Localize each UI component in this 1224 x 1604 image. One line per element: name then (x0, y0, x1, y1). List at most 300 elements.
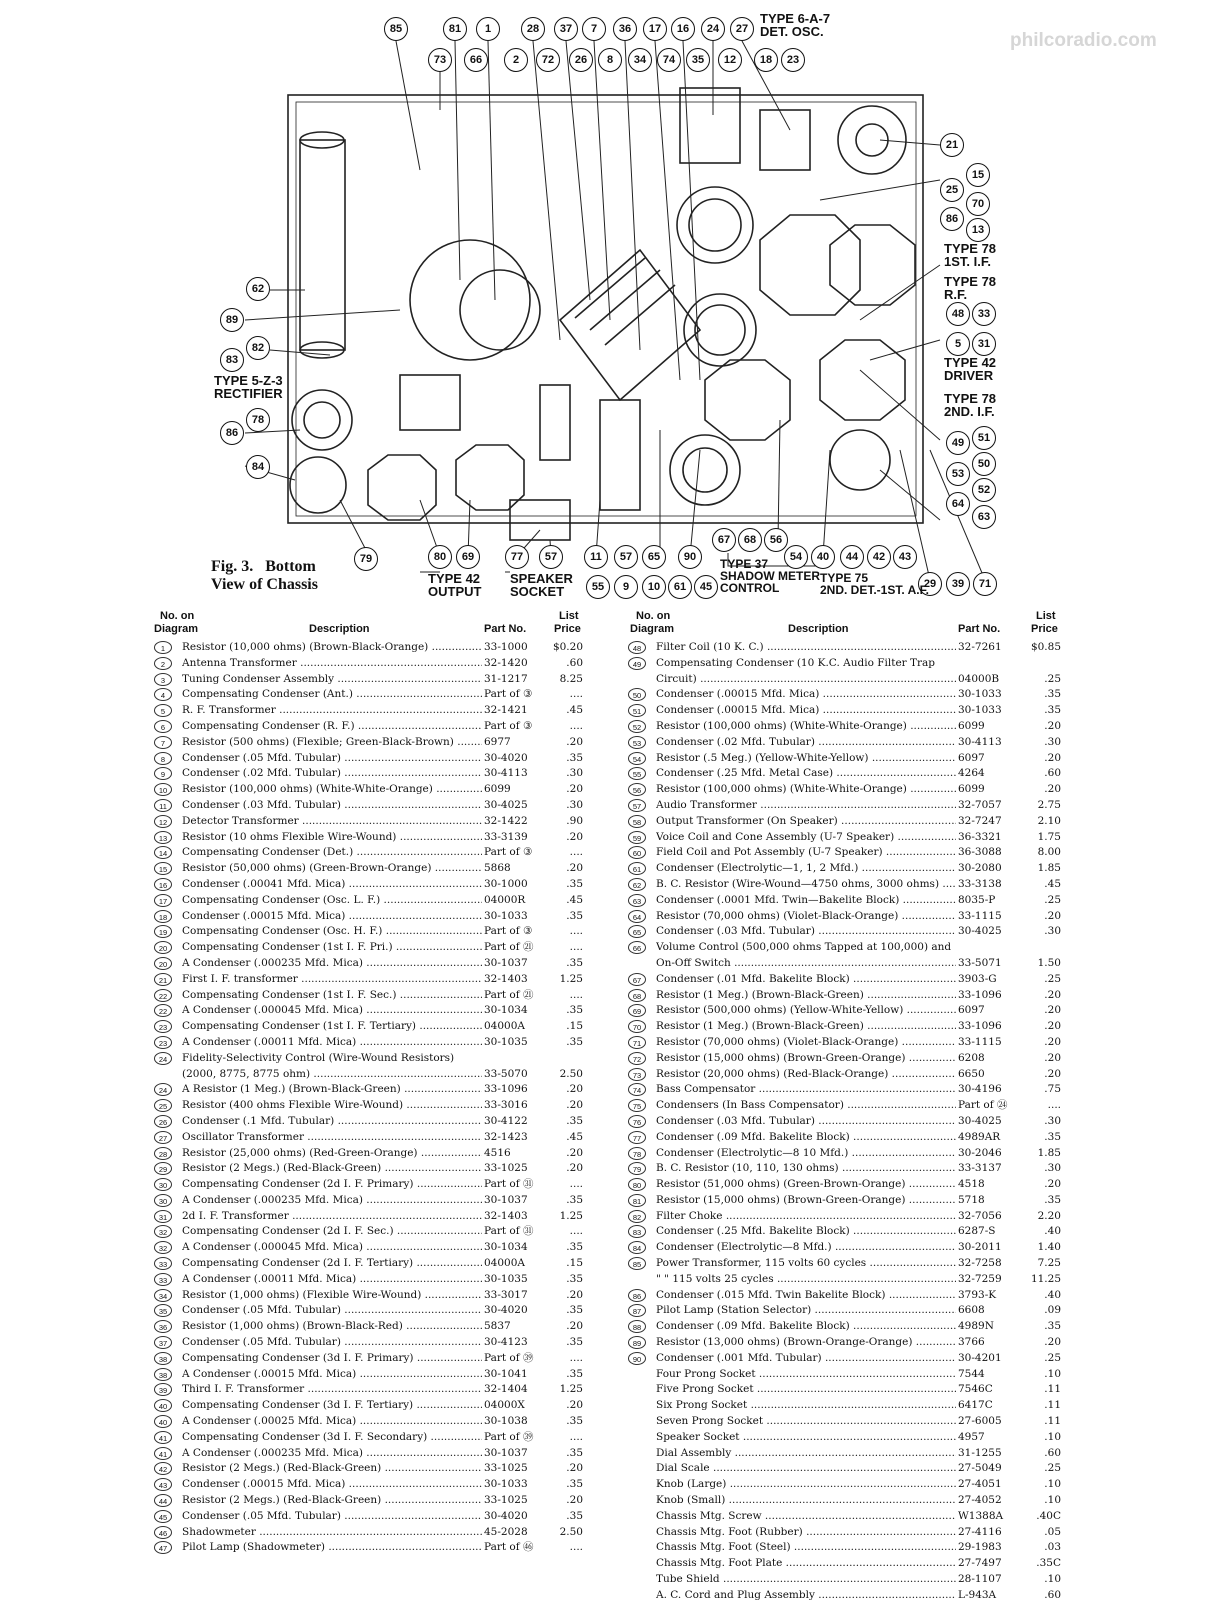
part-number: 27-7497 (958, 1557, 1002, 1570)
diagram-number: 28 (154, 1147, 172, 1160)
table-row (628, 1256, 1062, 1272)
part-number: 32-7259 (958, 1272, 1002, 1285)
diagram-number (628, 1510, 646, 1523)
part-number: Part of ㉑ (484, 988, 534, 1001)
diagram-number: 9 (154, 767, 172, 780)
diagram-number (628, 1368, 646, 1381)
list-price: .15 (566, 1257, 583, 1270)
diagram-number: 15 (154, 862, 172, 875)
part-number: 36-3088 (958, 846, 1002, 859)
callout-68: 68 (738, 528, 762, 552)
part-description: Chassis Mtg. Foot Plate ..... (656, 1556, 956, 1572)
list-price: .35 (566, 1193, 583, 1206)
callout-9: 9 (614, 575, 638, 599)
part-description: Condenser (.015 Mfd. Twin Bakelite Block) ..... (656, 1288, 956, 1304)
callout-52: 52 (972, 478, 996, 502)
table-row (154, 1019, 584, 1035)
part-description: Field Coil and Pot Assembly (U-7 Speaker) ..... (656, 845, 956, 861)
part-number: 30-2046 (958, 1146, 1002, 1159)
diagram-number: 68 (628, 989, 646, 1002)
table-row (628, 1525, 1062, 1541)
part-number: 32-1422 (484, 814, 528, 827)
diagram-number: 3 (154, 673, 172, 686)
list-price: .35 (566, 1035, 583, 1048)
table-row (628, 1540, 1062, 1556)
table-row (628, 1414, 1062, 1430)
callout-73: 73 (428, 48, 452, 72)
part-number: 30-4025 (958, 925, 1002, 938)
table-row (154, 1035, 584, 1051)
table-row (628, 687, 1062, 703)
watermark: philcoradio.com (1010, 30, 1157, 51)
diagram-number: 38 (154, 1352, 172, 1365)
diagram-number (628, 1541, 646, 1554)
part-number: 28-1107 (958, 1573, 1002, 1586)
part-description: Compensating Condenser (2d I. F. Sec.) ..... (182, 1224, 482, 1240)
part-number: 30-1037 (484, 1193, 528, 1206)
table-row (154, 719, 584, 735)
part-number: 30-4196 (958, 1083, 1002, 1096)
list-price: 1.85 (1037, 862, 1061, 875)
part-number: 30-4113 (958, 735, 1002, 748)
diagram-number: 34 (154, 1289, 172, 1302)
part-number: 6097 (958, 1004, 985, 1017)
list-price: .... (569, 1351, 583, 1364)
part-number: Part of ③ (484, 846, 533, 859)
label-type-78-rf: TYPE 78 R.F. (944, 274, 997, 302)
callout-34: 34 (628, 48, 652, 72)
diagram-number: 49 (628, 657, 646, 670)
table-row (628, 1224, 1062, 1240)
table-row (628, 877, 1062, 893)
list-price: .... (569, 1430, 583, 1443)
part-number: 6097 (958, 751, 985, 764)
part-description: Condenser (.001 Mfd. Tubular) ..... (656, 1351, 956, 1367)
callout-61: 61 (668, 575, 692, 599)
part-description: Resistor (1 Meg.) (Brown-Black-Green) ..... (656, 1019, 956, 1035)
diagram-number: 43 (154, 1478, 172, 1491)
diagram-number: 82 (628, 1210, 646, 1223)
part-number: 6977 (484, 735, 511, 748)
list-price: .45 (566, 1130, 583, 1143)
diagram-number: 81 (628, 1194, 646, 1207)
table-row (154, 972, 584, 988)
part-number: 33-1025 (484, 1462, 528, 1475)
diagram-number: 54 (628, 752, 646, 765)
callout-1: 1 (476, 17, 500, 41)
part-number: 4989AR (958, 1130, 1001, 1143)
diagram-number: 50 (628, 688, 646, 701)
table-row (628, 1335, 1062, 1351)
list-price: .25 (1044, 893, 1061, 906)
list-price: .20 (1044, 1067, 1061, 1080)
diagram-number: 78 (628, 1147, 646, 1160)
table-row (628, 893, 1062, 909)
callout-90: 90 (678, 545, 702, 569)
part-description: Voice Coil and Cone Assembly (U-7 Speaker) ..... (656, 830, 956, 846)
table-row (628, 1035, 1062, 1051)
diagram-number: 42 (154, 1462, 172, 1475)
callout-16: 16 (671, 17, 695, 41)
list-price: .... (569, 846, 583, 859)
part-number: 30-4025 (958, 1114, 1002, 1127)
callout-50: 50 (972, 452, 996, 476)
part-description: Condenser (Electrolytic—8 Mfd.) ..... (656, 1240, 956, 1256)
part-description: Compensating Condenser (Ant.) ..... (182, 687, 482, 703)
table-row (628, 640, 1062, 656)
list-price: .40 (1044, 1225, 1061, 1238)
part-number: 27-6005 (958, 1415, 1002, 1428)
table-row (154, 1319, 584, 1335)
part-number: 33-3017 (484, 1288, 528, 1301)
table-row (628, 845, 1062, 861)
table-row (628, 1019, 1062, 1035)
list-price: .... (569, 688, 583, 701)
list-price: .40 (1044, 1288, 1061, 1301)
part-number: 27-4116 (958, 1525, 1002, 1538)
list-price: .10 (1044, 1478, 1061, 1491)
callout-18: 18 (754, 48, 778, 72)
table-row (154, 1240, 584, 1256)
callout-37: 37 (554, 17, 578, 41)
part-description: A Condenser (.00011 Mfd. Mica) ..... (182, 1272, 482, 1288)
part-number: 30-1033 (484, 909, 528, 922)
callout-84: 84 (246, 455, 270, 479)
diagram-number: 77 (628, 1131, 646, 1144)
callout-2: 2 (504, 48, 528, 72)
part-description: Compensating Condenser (1st I. F. Tertiary) ..... (182, 1019, 482, 1035)
part-description: Pilot Lamp (Shadowmeter) ..... (182, 1540, 482, 1556)
part-description: Resistor (10,000 ohms) (Brown-Black-Orange) ..... (182, 640, 482, 656)
header-no-on: No. on (160, 610, 195, 622)
part-number: 4989N (958, 1320, 994, 1333)
diagram-number (628, 1557, 646, 1570)
diagram-number (628, 1447, 646, 1460)
list-price: .20 (566, 830, 583, 843)
list-price: .20 (1044, 1035, 1061, 1048)
callout-31: 31 (972, 332, 996, 356)
diagram-number: 53 (628, 736, 646, 749)
diagram-number: 57 (628, 799, 646, 812)
part-number: 30-4122 (484, 1114, 528, 1127)
list-price: .35 (566, 751, 583, 764)
table-row (628, 703, 1062, 719)
table-row (628, 672, 1062, 688)
table-row (154, 1209, 584, 1225)
table-row (628, 909, 1062, 925)
table-row (628, 1303, 1062, 1319)
diagram-number: 36 (154, 1320, 172, 1333)
table-row (628, 1461, 1062, 1477)
list-price: .60 (1044, 767, 1061, 780)
part-number: 30-4020 (484, 751, 528, 764)
table-row (154, 687, 584, 703)
part-number: 32-7056 (958, 1209, 1002, 1222)
table-header (628, 608, 1062, 640)
part-description: R. F. Transformer ..... (182, 703, 482, 719)
part-description: A Condenser (.000235 Mfd. Mica) ..... (182, 1446, 482, 1462)
diagram-number: 85 (628, 1257, 646, 1270)
list-price: .20 (566, 735, 583, 748)
caption-line-1: Fig. 3. Bottom (211, 558, 316, 575)
part-description: Resistor (70,000 ohms) (Violet-Black-Orange) ..... (656, 909, 956, 925)
list-price: $0.85 (1030, 641, 1061, 653)
diagram-number: 11 (154, 799, 172, 812)
list-price: .... (569, 1178, 583, 1191)
part-description: Condenser (.00015 Mfd. Mica) ..... (656, 703, 956, 719)
part-description: B. C. Resistor (10, 110, 130 ohms) ..... (656, 1161, 956, 1177)
part-number: 5868 (484, 862, 511, 875)
part-description: Condensers (In Bass Compensator) ..... (656, 1098, 956, 1114)
diagram-number: 62 (628, 878, 646, 891)
part-number: 32-7247 (958, 814, 1002, 827)
callout-67: 67 (712, 528, 736, 552)
callout-39: 39 (946, 572, 970, 596)
header-price: Price (1031, 623, 1058, 635)
table-row (154, 1067, 584, 1083)
diagram-number: 51 (628, 704, 646, 717)
callout-53: 53 (946, 462, 970, 486)
part-description: First I. F. transformer ..... (182, 972, 482, 988)
diagram-number: 31 (154, 1210, 172, 1223)
list-price: .20 (1044, 1020, 1061, 1033)
list-price: .35C (1036, 1557, 1061, 1570)
part-description: Condenser (.05 Mfd. Tubular) ..... (182, 1335, 482, 1351)
list-price: .10 (1044, 1573, 1061, 1586)
part-description: Resistor (1,000 ohms) (Flexible Wire-Wound) ..... (182, 1288, 482, 1304)
part-number: 4264 (958, 767, 985, 780)
right-rows (628, 640, 1062, 1604)
part-description: Resistor (100,000 ohms) (White-White-Orange) ..... (656, 782, 956, 798)
part-description: Condenser (.00015 Mfd. Mica) ..... (656, 687, 956, 703)
part-number: 3903-G (958, 972, 997, 985)
part-number: 45-2028 (484, 1525, 528, 1538)
table-row (154, 988, 584, 1004)
header-list: List (559, 610, 579, 622)
part-description: A Condenser (.00015 Mfd. Mica) ..... (182, 1367, 482, 1383)
diagram-number: 64 (628, 910, 646, 923)
callout-48: 48 (946, 302, 970, 326)
part-description: Six Prong Socket ..... (656, 1398, 956, 1414)
table-row (154, 877, 584, 893)
part-number: 6608 (958, 1304, 985, 1317)
diagram-number: 87 (628, 1304, 646, 1317)
label-type-75: TYPE 75 2ND. DET.-1ST. A.F. (820, 571, 929, 597)
list-price: .25 (1044, 972, 1061, 985)
part-number: 30-1037 (484, 956, 528, 969)
callout-42: 42 (867, 545, 891, 569)
table-row (628, 1193, 1062, 1209)
list-price: .60 (1044, 1446, 1061, 1459)
part-number: 27-4052 (958, 1494, 1002, 1507)
table-row (154, 1446, 584, 1462)
table-row (154, 924, 584, 940)
chassis-diagram (0, 0, 1224, 605)
table-row (154, 814, 584, 830)
part-number: 27-4051 (958, 1478, 1002, 1491)
part-description: Oscillator Transformer ..... (182, 1130, 482, 1146)
parts-table-left (154, 608, 584, 1556)
list-price: 2.50 (559, 1067, 583, 1080)
part-number: 30-4123 (484, 1336, 528, 1349)
table-row (628, 861, 1062, 877)
diagram-number: 22 (154, 989, 172, 1002)
table-row (154, 1414, 584, 1430)
list-price: .35 (566, 1114, 583, 1127)
table-row (154, 1256, 584, 1272)
callout-72: 72 (536, 48, 560, 72)
list-price: .... (569, 941, 583, 954)
diagram-number: 10 (154, 783, 172, 796)
table-row (628, 1114, 1062, 1130)
part-number: Part of ③ (484, 719, 533, 732)
diagram-number: 25 (154, 1099, 172, 1112)
table-row (154, 703, 584, 719)
list-price: .35 (1044, 1193, 1061, 1206)
part-number: 32-1421 (484, 704, 528, 717)
diagram-number: 33 (154, 1273, 172, 1286)
part-description: Fidelity-Selectivity Control (Wire-Wound Resistors) (182, 1051, 455, 1064)
part-number: 30-4113 (484, 767, 528, 780)
part-description: Condenser (.0001 Mfd. Twin—Bakelite Block) ..... (656, 893, 956, 909)
part-description: Volume Control (500,000 ohms Tapped at 100,000) and (656, 941, 952, 954)
table-row (628, 1351, 1062, 1367)
diagram-number: 33 (154, 1257, 172, 1270)
label-type-6a7: TYPE 6-A-7 DET. OSC. (760, 11, 831, 39)
part-number: 33-1115 (958, 1035, 1002, 1048)
diagram-number (628, 1589, 646, 1602)
part-description: A Condenser (.000235 Mfd. Mica) ..... (182, 956, 482, 972)
diagram-number (628, 1273, 646, 1286)
part-description: " " 115 volts 25 cycles ..... (656, 1272, 956, 1288)
part-description: (2000, 8775, 8775 ohm) ..... (182, 1067, 482, 1083)
part-description: A Condenser (.000045 Mfd. Mica) ..... (182, 1003, 482, 1019)
part-description: Compensating Condenser (Osc. H. F.) ..... (182, 924, 482, 940)
part-description: Resistor (15,000 ohms) (Brown-Green-Orange) ..... (656, 1193, 956, 1209)
table-row (154, 1540, 584, 1556)
table-row (154, 782, 584, 798)
callout-80: 80 (428, 545, 452, 569)
list-price: .20 (566, 1146, 583, 1159)
part-number: 32-1420 (484, 656, 528, 669)
list-price: .35 (1044, 688, 1061, 701)
callout-57b: 57 (614, 545, 638, 569)
list-price: .35 (566, 1446, 583, 1459)
table-row (628, 735, 1062, 751)
part-description: Condenser (.03 Mfd. Tubular) ..... (656, 1114, 956, 1130)
callout-69: 69 (456, 545, 480, 569)
diagram-number: 88 (628, 1320, 646, 1333)
table-row (628, 1398, 1062, 1414)
part-description: Compensating Condenser (10 K.C. Audio Filter Trap (656, 656, 936, 669)
list-price: 1.25 (559, 1209, 583, 1222)
callout-44: 44 (840, 545, 864, 569)
list-price: .35 (1044, 1320, 1061, 1333)
part-description: Condenser (.00015 Mfd. Mica) ..... (182, 1477, 482, 1493)
callout-79: 79 (354, 547, 378, 571)
list-price: .40C (1036, 1509, 1061, 1522)
table-row (154, 1114, 584, 1130)
list-price: .35 (566, 1478, 583, 1491)
table-row (154, 1477, 584, 1493)
callout-11: 11 (584, 545, 608, 569)
part-number: 30-1033 (958, 688, 1002, 701)
part-description: Condenser (.05 Mfd. Tubular) ..... (182, 1509, 482, 1525)
part-description: Output Transformer (On Speaker) ..... (656, 814, 956, 830)
table-row (154, 845, 584, 861)
diagram-number: 40 (154, 1399, 172, 1412)
callout-86-left: 86 (220, 421, 244, 445)
part-number: 30-1033 (958, 704, 1002, 717)
list-price: 8.00 (1037, 846, 1061, 859)
part-number: 33-1025 (484, 1162, 528, 1175)
part-description: Knob (Small) ..... (656, 1493, 956, 1509)
list-price: .20 (566, 1320, 583, 1333)
part-description: Speaker Socket ..... (656, 1430, 956, 1446)
part-number: 33-1000 (484, 641, 528, 653)
part-description: Condenser (Electrolytic—8 10 Mfd.) ..... (656, 1146, 956, 1162)
diagram-number: 69 (628, 1004, 646, 1017)
table-row (628, 1572, 1062, 1588)
callout-17: 17 (643, 17, 667, 41)
table-row (628, 1509, 1062, 1525)
diagram-number (628, 1431, 646, 1444)
diagram-number: 48 (628, 641, 646, 654)
part-description: Seven Prong Socket ..... (656, 1414, 956, 1430)
part-description: Filter Coil (10 K. C.) ..... (656, 640, 956, 656)
list-price: .... (569, 988, 583, 1001)
list-price: .90 (566, 814, 583, 827)
part-number: 04000R (484, 893, 526, 906)
table-row (628, 782, 1062, 798)
table-row (154, 1430, 584, 1446)
part-description: Power Transformer, 115 volts 60 cycles ..... (656, 1256, 956, 1272)
part-number: 33-5071 (958, 956, 1002, 969)
part-description: Condenser (.02 Mfd. Tubular) ..... (656, 735, 956, 751)
part-description: Dial Assembly ..... (656, 1446, 956, 1462)
list-price: .45 (1044, 877, 1061, 890)
part-description: Detector Transformer ..... (182, 814, 482, 830)
callout-54: 54 (784, 545, 808, 569)
callout-70: 70 (966, 192, 990, 216)
list-price: .30 (1044, 1114, 1061, 1127)
diagram-number: 13 (154, 831, 172, 844)
table-row (628, 1130, 1062, 1146)
diagram-number: 90 (628, 1352, 646, 1365)
label-type-42-driver: TYPE 42 DRIVER (944, 355, 997, 383)
diagram-number: 41 (154, 1431, 172, 1444)
diagram-number: 73 (628, 1068, 646, 1081)
part-number: 30-1000 (484, 877, 528, 890)
table-row (154, 672, 584, 688)
chassis-drawing (0, 0, 1224, 605)
part-number: 32-7258 (958, 1257, 1002, 1270)
table-row (154, 798, 584, 814)
diagram-number: 22 (154, 1004, 172, 1017)
part-number: 33-3138 (958, 877, 1002, 890)
diagram-number: 16 (154, 878, 172, 891)
header-part-no: Part No. (484, 623, 527, 635)
callout-29: 29 (918, 572, 942, 596)
part-description: B. C. Resistor (Wire-Wound—4750 ohms, 3000 ohms) ..... (656, 877, 956, 893)
table-row (628, 719, 1062, 735)
callout-43: 43 (893, 545, 917, 569)
label-type-78-2if: TYPE 78 2ND. I.F. (944, 391, 997, 419)
part-number: 6099 (484, 783, 511, 796)
header-diagram: Diagram (154, 623, 199, 635)
callout-27: 27 (730, 17, 754, 41)
list-price: 2.20 (1037, 1209, 1061, 1222)
